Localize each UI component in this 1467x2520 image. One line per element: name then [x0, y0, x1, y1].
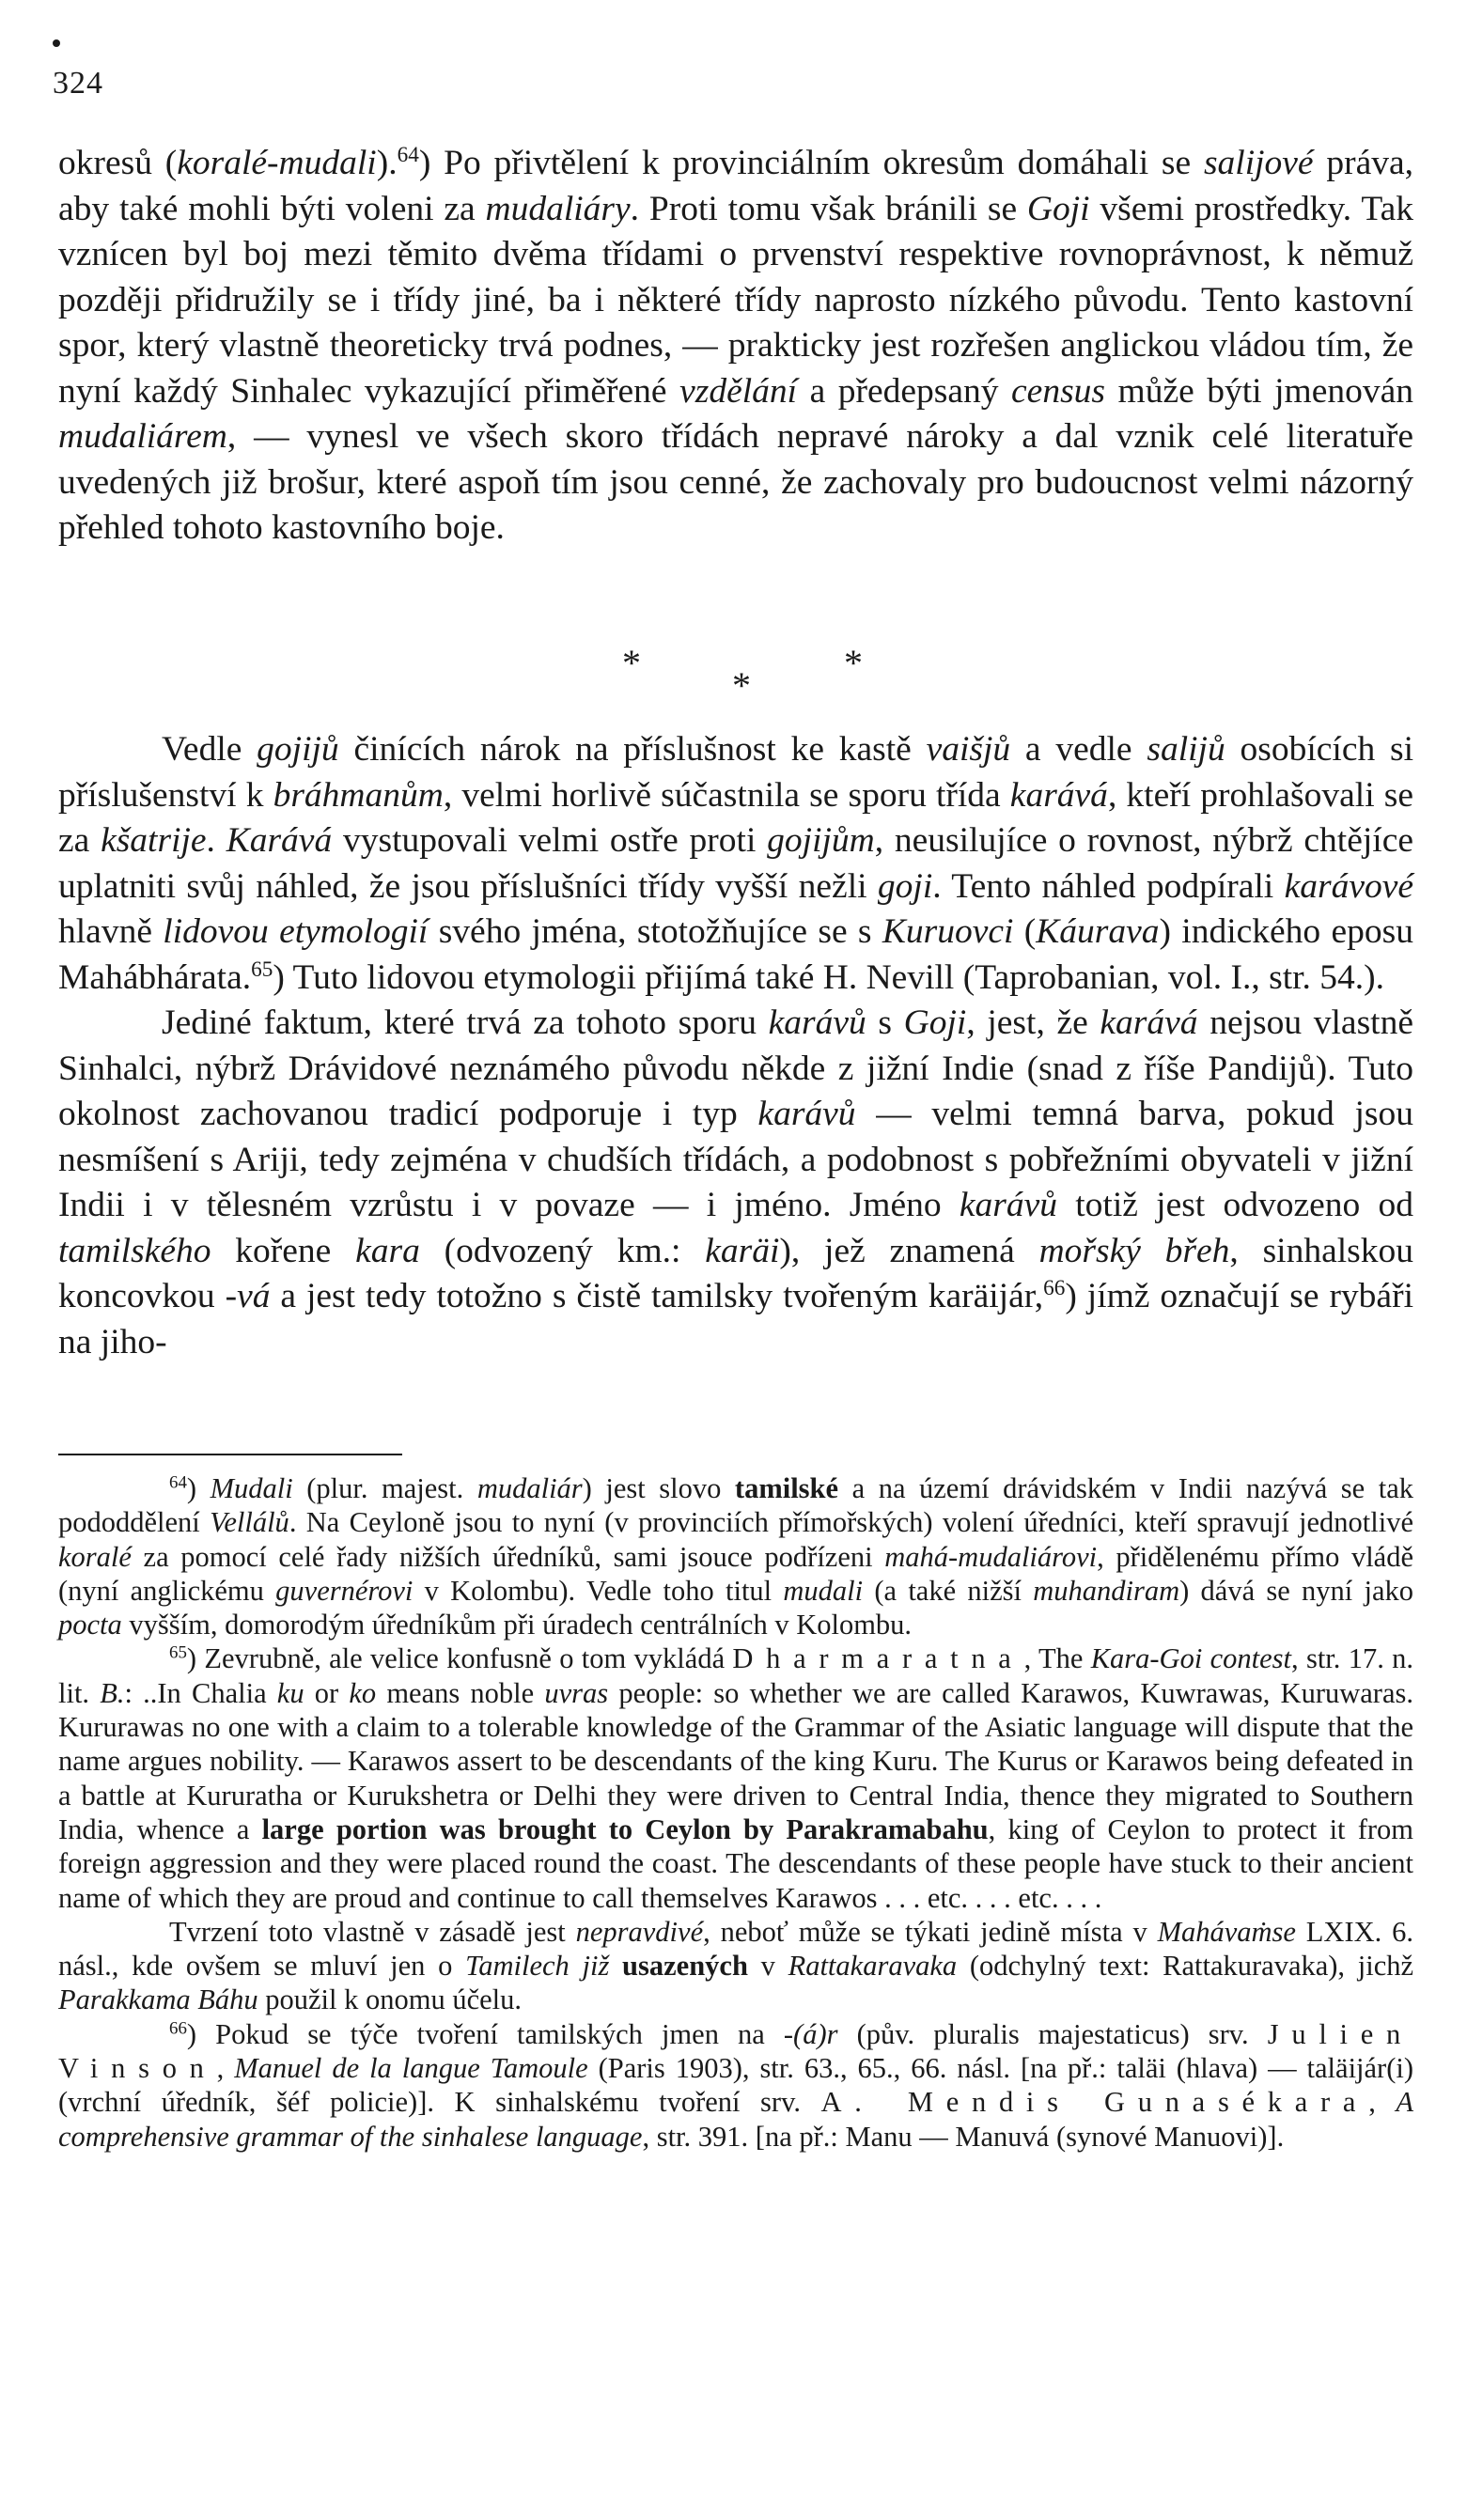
italic-text: Kuruovci [882, 912, 1014, 951]
italic-text: Goji [903, 1003, 967, 1042]
italic-text: bráhmanům [273, 775, 444, 815]
italic-text: karává [1009, 775, 1108, 815]
italic-text: karávové [1284, 866, 1413, 906]
italic-text: goji [877, 866, 933, 906]
section-separator [0, 642, 1467, 720]
italic-text: karávů [959, 1186, 1058, 1224]
paragraph: okresů (koralé-mudali).$^{64}$) Po přivtělení k provinciálním okresům domáhali se salijové práva, aby také mohli býti voleni za mudaliáry. Proti tomu však bránili se Goji všemi prostředky. Tak vznícen byl boj mezi těmito dvěma třídami o prvenství respektive rovnoprávnost, k němuž později přidružily se i třídy jiné, ba i některé třídy naprosto nízkého původu. Tento kastovní spor, který vlastně theoreticky trvá podnes, — prakticky jest rozřešen anglickou vládou tím, že nyní každý Sinhalec vykazující přiměřené vzdělání a předepsaný census může býti jmenován mudaliárem, — vynesl ve všech skoro třídách nepravé nároky a dal vznik celé literatuře uvedených již brošur, které aspoň tím jsou cenné, že zachovaly pro budoucnost velmi názorný přehled tohoto kastovního boje. [58, 143, 1414, 547]
footnotes [58, 1471, 1413, 2154]
italic-text: kšatrije [101, 821, 207, 860]
italic-text: Káurava [1036, 912, 1160, 951]
italic-text: Vellálů [210, 1506, 289, 1539]
note-ref: 64 [169, 1472, 187, 1493]
italic-text: mořský břeh [1038, 1231, 1230, 1270]
section-text [58, 727, 1413, 1365]
footnote: $^{66}$) Pokud se týče tvoření tamilských jmen na -(á)r (pův. pluralis majestaticus) srv. Julien Vinson, Manuel de la langue Tamoule (Paris 1903), str. 63., 65., 66. násl. [na př.: taläi (hlava) — taläijár(i) (vrchní úředník, šéf policie)]. K sinhalskému tvoření srv. A. Mendis Gunasékara, A comprehensive grammar of the sinhalese language, str. 391. [na př.: Manu — Manuvá (synové Manuovi)]. [58, 2017, 1414, 2153]
separator-star: * [622, 642, 641, 684]
italic-text: uvras [544, 1676, 609, 1709]
bold-text: tamilské [734, 1472, 839, 1504]
italic-text: karává [1100, 1003, 1198, 1042]
note-ref: 66 [1043, 1276, 1066, 1301]
page-number: 324 [53, 66, 103, 101]
italic-text: mudaliár [476, 1472, 583, 1504]
note-ref: 65 [251, 957, 273, 982]
italic-text: lidovou etymologií [163, 912, 429, 951]
italic-text: tamilského [58, 1231, 211, 1270]
italic-text: koralé-mudali [177, 144, 377, 182]
italic-text: Manuel de la langue Tamoule [234, 2052, 588, 2085]
italic-text: nepravdivé [575, 1915, 704, 1948]
spaced-text: A. Mendis Gunasékara [820, 2086, 1369, 2119]
italic-text: salijů [1147, 730, 1225, 769]
italic-text: ku [276, 1676, 304, 1709]
italic-text: mudaliárem [58, 417, 227, 456]
italic-text: Karává [226, 821, 333, 860]
spaced-text: Julien Vinson [58, 2017, 1413, 2085]
spaced-text: Dharmaratna [732, 1642, 1024, 1675]
note-ref: 64 [397, 143, 419, 168]
italic-text: vzdělání [679, 371, 798, 411]
italic-text: pocta [58, 1609, 122, 1641]
main-text [58, 141, 1413, 552]
italic-text: Kara-Goi contest [1090, 1642, 1292, 1675]
italic-text: koralé [58, 1540, 132, 1573]
italic-text: mahá-mudaliárovi [884, 1540, 1098, 1573]
italic-text: Mudali [210, 1472, 293, 1504]
italic-text: Goji [1026, 189, 1090, 228]
italic-text: mudaliáry [485, 189, 631, 228]
italic-text: vaišjů [926, 730, 1011, 769]
italic-text: guvernérovi [275, 1574, 414, 1607]
italic-text: Tamilech již [465, 1950, 610, 1983]
italic-text: (á)r [793, 2017, 838, 2050]
italic-text: kara [355, 1231, 420, 1270]
footnote: $^{64}$) Mudali (plur. majest. mudaliár) jest slovo tamilské a na území drávidském v Indii nazývá se tak pododdělení Vellálů. Na Ceyloně jsou to nyní (v provinciích přímořských) volení úředníci, kteří spravují jednotlivé koralé za pomocí celé řady nižších úředníků, sami jsouce podřízeni mahá-mudaliárovi, přidělenému přímo vládě (nyní anglickému guvernérovi v Kolombu). Vedle toho titul mudali (a také nižší muhandiram) dává se nyní jako pocta vyšším, domorodým úředníkům při úradech centrálních v Kolombu. [58, 1472, 1414, 1641]
paragraph: Vedle gojijů činících nárok na příslušnost ke kastě vaišjů a vedle salijů osobících si příslušenství k bráhmanům, velmi horlivě súčastnila se sporu třída karává, kteří prohlašovali se za kšatrije. Karává vystupovali velmi ostře proti gojijům, neusilujíce o rovnost, nýbrž chtějíce uplatniti svůj náhled, že jsou příslušníci třídy vyšší nežli goji. Tento náhled podpírali karávové hlavně lidovou etymologií svého jména, stotožňujíce se s Kuruovci (Káurava) indického eposu Mahábhárata.$^{65}$) Tuto lidovou etymologii přijímá také H. Nevill (Taprobanian, vol. I., str. 54.). [58, 730, 1414, 997]
italic-text: karávů [768, 1003, 866, 1042]
italic-text: karäi [705, 1231, 780, 1270]
italic-text: Mahávaṁse [1157, 1915, 1296, 1948]
italic-text: census [1011, 371, 1106, 411]
footnote: $^{65}$) Zevrubně, ale velice konfusně o tom vykládá Dharmaratna, The Kara-Goi contest, str. 17. n. lit. B.: ..In Chalia ku or ko means noble uvras people: so whether we are called Karawos, Kuwrawas, Kuruwaras. Kururawas no one with a claim to a tolerable knowledge of the Grammar of the Asiatic language will dispute that the name argues nobility. — Karawos assert to be descendants of the king Kuru. The Kurus or Karawos being defeated in a battle at Kururatha or Kurukshetra or Delhi they were driven to Central India, thence they migrated to Southern India, whence a large portion was brought to Ceylon by Parakramabahu, king of Ceylon to protect it from foreign aggression and they were placed round the coast. The descendants of these people have stuck to their ancient name of which they are proud and continue to call themselves Karawos . . . etc. . . . etc. . . . [58, 1642, 1414, 1914]
italic-text: -vá [225, 1277, 271, 1315]
bold-text: large portion was brought to Ceylon by Parakramabahu [261, 1812, 989, 1845]
paragraph: Jediné faktum, které trvá za tohoto sporu karávů s Goji, jest, že karává nejsou vlastně Sinhalci, nýbrž Drávidové neznámého původu někde z jižní Indie (snad z říše Pandijů). Tuto okolnost zachovanou tradicí podporuje i typ karávů — velmi temná barva, pokud jsou nesmíšení s Ariji, tedy zejména v chudších třídách, a podobnost s pobřežními obyvateli v jižní Indii i v tělesném vzrůstu i v povaze — i jméno. Jméno karávů totiž jest odvozeno od tamilského kořene kara (odvozený km.: karäi), jež znamená mořský břeh, sinhalskou koncovkou -vá a jest tedy totožno s čistě tamilsky tvořeným karäijár,$^{66}$) jímž označují se rybáři na jiho- [58, 1003, 1413, 1361]
footnote: Tvrzení toto vlastně v zásadě jest nepravdivé, neboť může se týkati jedině místa v Mahávaṁse LXIX. 6. násl., kde ovšem se mluví jen o Tamilech již usazených v Rattakaravaka (odchylný text: Rattakuravaka), jichž Parakkama Báhu použil k onomu účelu. [58, 1915, 1414, 2016]
italic-text: gojijů [257, 730, 339, 769]
italic-text: mudali [783, 1574, 864, 1607]
footnote-divider [58, 1454, 402, 1455]
italic-text: Rattakaravaka [788, 1950, 958, 1983]
note-ref: 66 [169, 2018, 187, 2039]
bold-text: usazených [622, 1950, 748, 1983]
italic-text: gojijům [767, 821, 875, 860]
italic-text: karávů [757, 1095, 856, 1133]
italic-text: ko [349, 1676, 377, 1709]
note-ref: 65 [169, 1643, 187, 1664]
separator-star: * [844, 642, 863, 684]
page-mark-dot [53, 39, 60, 47]
italic-text: muhandiram [1033, 1574, 1180, 1607]
italic-text: A comprehensive grammar of the sinhalese language [58, 2086, 1413, 2153]
italic-text: Parakkama Báhu [58, 1983, 258, 2016]
separator-star: * [732, 664, 751, 707]
italic-text: B. [100, 1676, 125, 1709]
italic-text: salijové [1203, 144, 1314, 182]
